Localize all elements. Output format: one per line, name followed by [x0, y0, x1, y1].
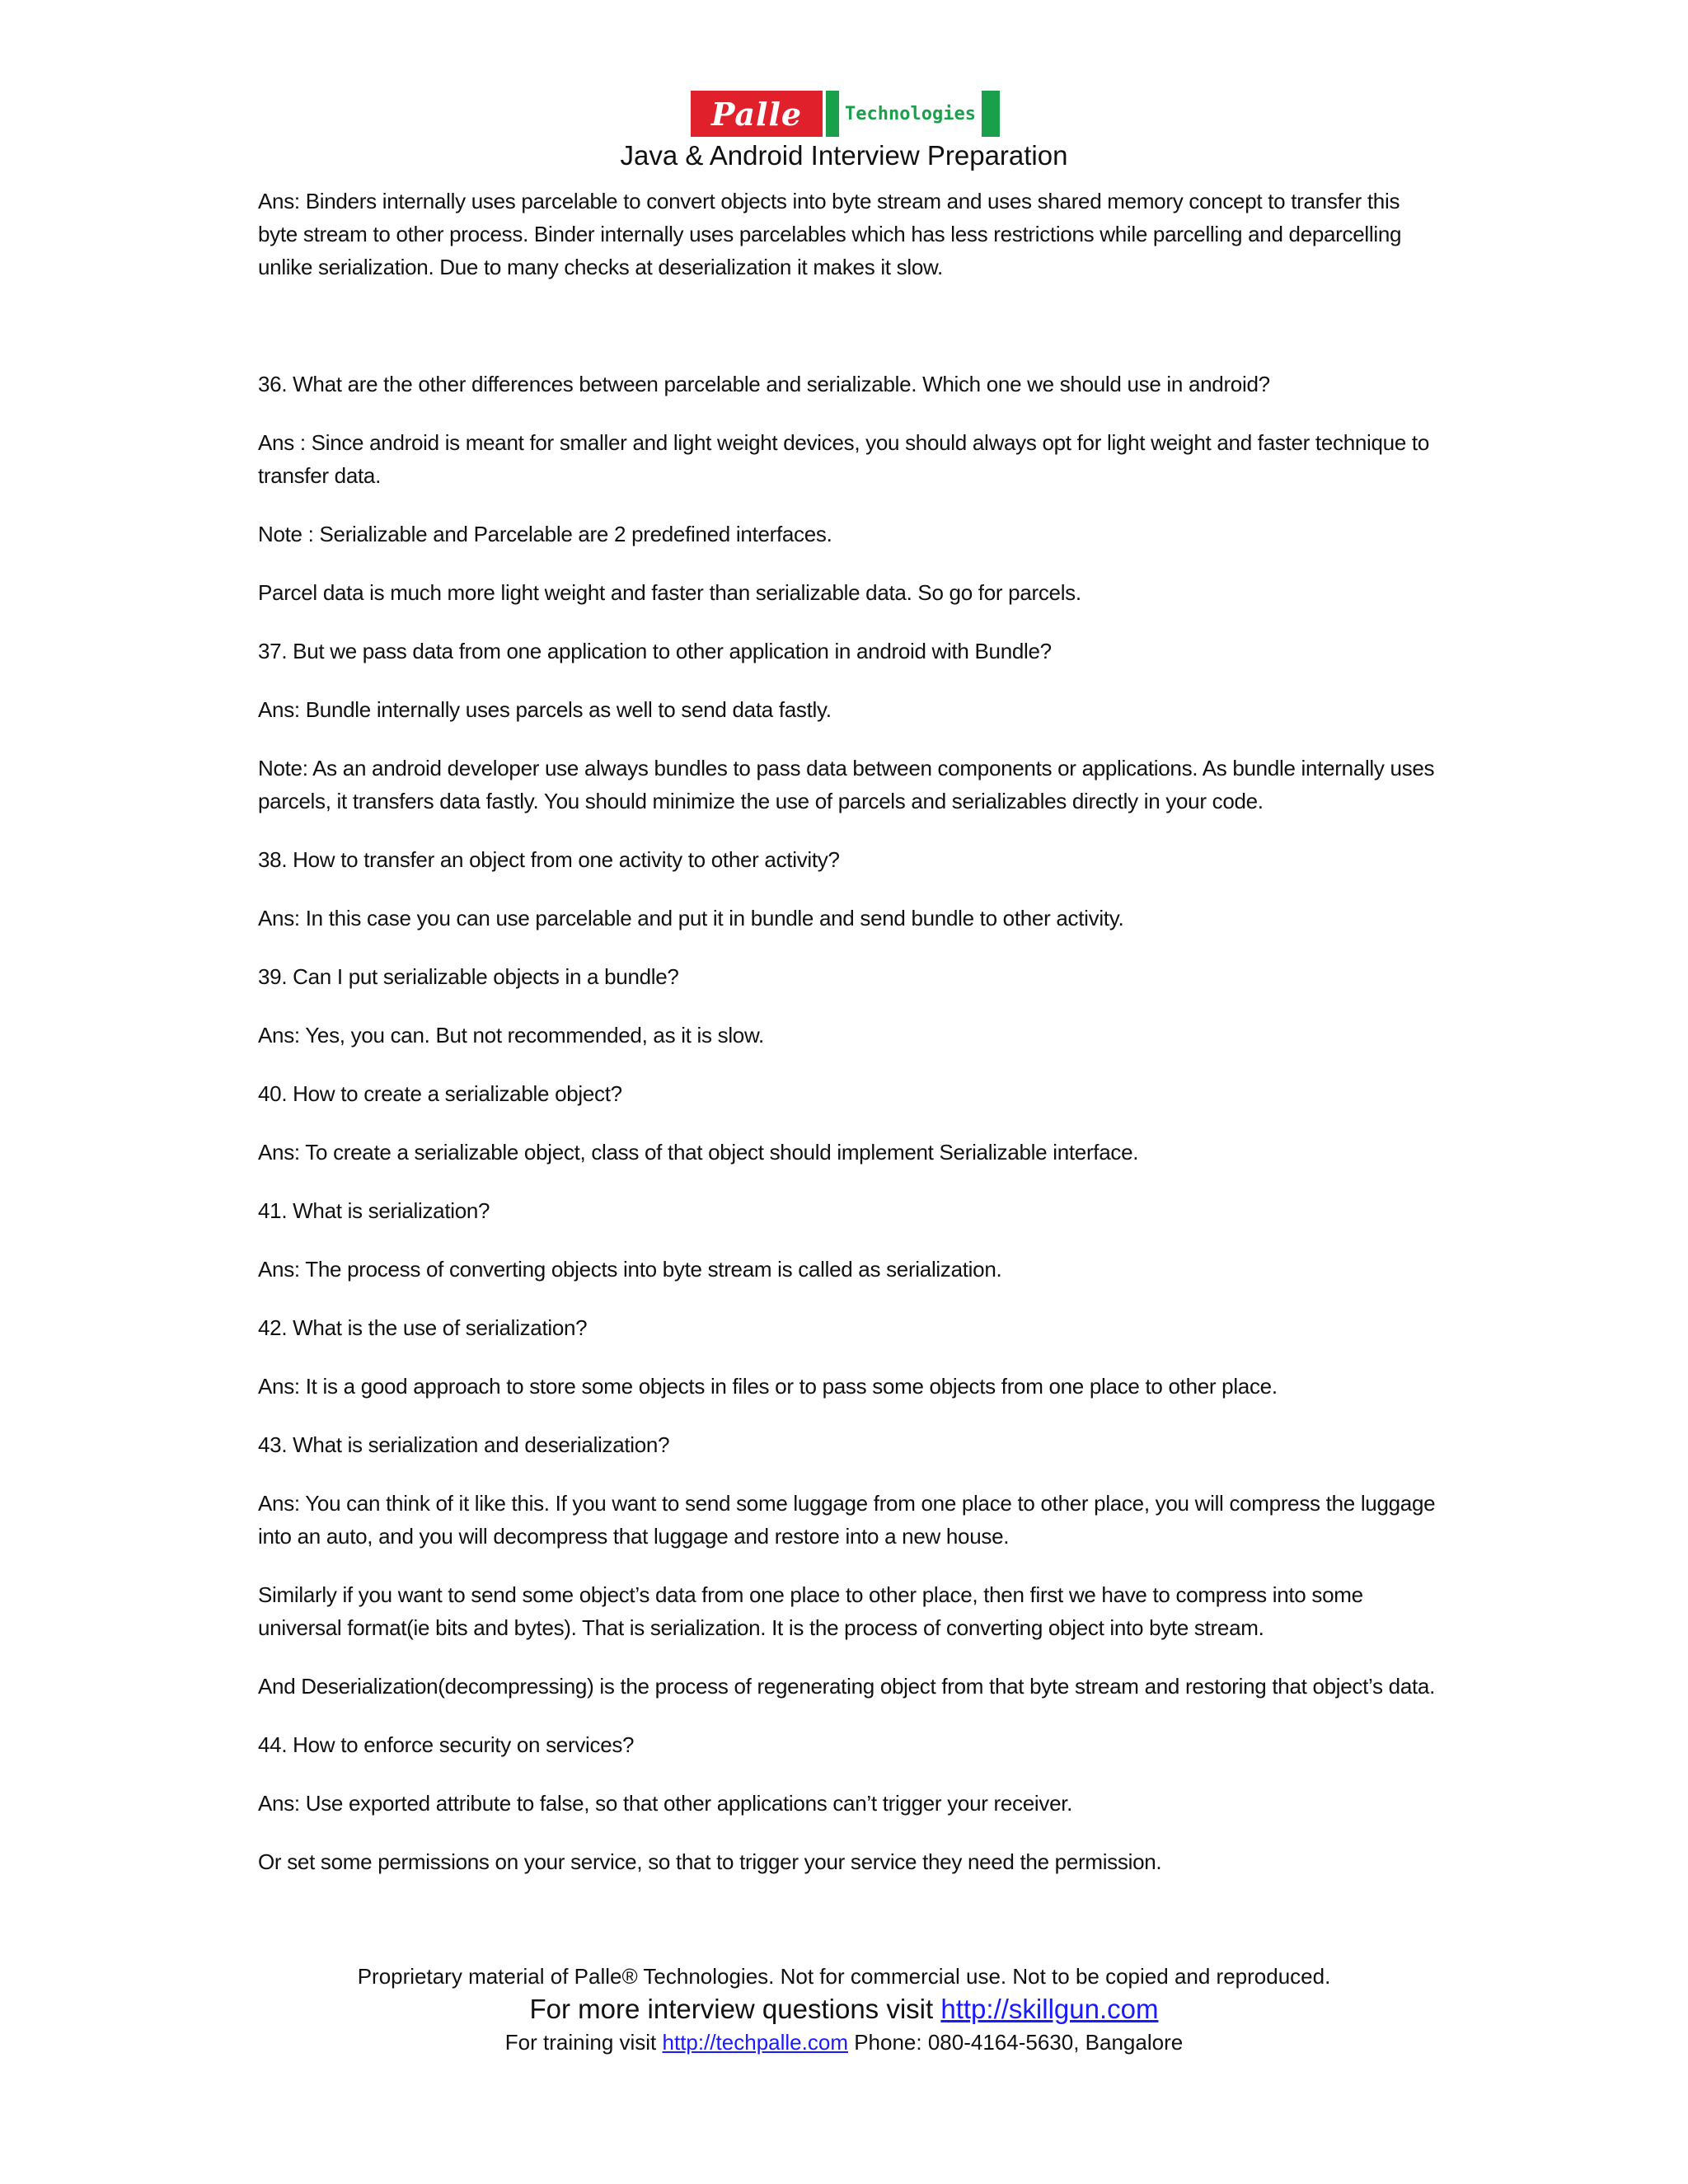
answer: Ans: In this case you can use parcelable and put it in bundle and send bundle to other activity. [258, 906, 1124, 930]
note: Note : Serializable and Parcelable are 2 predefined interfaces. [258, 522, 832, 546]
answer: Ans: You can think of it like this. If you want to send some luggage from one place to other place, you will compress the luggage into an auto, and you will decompress that luggage and restore into a new house. [258, 1491, 1436, 1549]
company-logo [691, 91, 1000, 137]
logo-palle-mark: Palle [691, 91, 823, 137]
paragraph: Or set some permissions on your service, so that to trigger your service they need the permission. [258, 1849, 1162, 1874]
question: 40. How to create a serializable object? [258, 1081, 622, 1106]
question: 39. Can I put serializable objects in a bundle? [258, 964, 679, 989]
answer: Ans: Use exported attribute to false, so that other applications can’t trigger your receiver. [258, 1791, 1073, 1816]
question: 41. What is serialization? [258, 1198, 490, 1223]
footer-phone-text: Phone: 080-4164-5630, Bangalore [847, 2030, 1184, 2055]
paragraph: Similarly if you want to send some object’s data from one place to other place, then first we have to compress into some universal format(ie bits and bytes). That is serialization. It is the process of converting object into byte stream. [258, 1582, 1363, 1640]
answer: Ans: To create a serializable object, class of that object should implement Serializable interface. [258, 1140, 1139, 1165]
skillgun-link[interactable]: http://skillgun.com [940, 1994, 1159, 2024]
question: 38. How to transfer an object from one activity to other activity? [258, 847, 840, 872]
footer-training-line [0, 2027, 1688, 2057]
page-title: Java & Android Interview Preparation [620, 140, 1068, 171]
question: 44. How to enforce security on services? [258, 1732, 635, 1757]
logo-green-bar [826, 91, 839, 137]
footer-copyright: Proprietary material of Palle® Technologies. Not for commercial use. Not to be copied and reproduced. [357, 1964, 1331, 1989]
page-footer [0, 1961, 1688, 2057]
answer: Ans: Yes, you can. But not recommended, as it is slow. [258, 1023, 764, 1047]
logo-technologies-text: Technologies [839, 91, 982, 137]
paragraph: Ans: Binders internally uses parcelable to convert objects into byte stream and uses shared memory concept to transfer this byte stream to other process. Binder internally uses parcelables which has less restrictions while parcelling and deparcelling unlike serialization. Due to many checks at deserialization it makes it slow. [258, 189, 1402, 279]
question: 37. But we pass data from one application to other application in android with Bundle? [258, 639, 1052, 663]
answer: Ans : Since android is meant for smaller and light weight devices, you should always opt for light weight and faster technique to transfer data. [258, 430, 1429, 488]
techpalle-link[interactable]: http://techpalle.com [662, 2030, 848, 2055]
answer: Ans: It is a good approach to store some objects in files or to pass some objects from one place to other place. [258, 1374, 1278, 1399]
footer-training-text: For training visit [504, 2030, 663, 2055]
question: 36. What are the other differences between parcelable and serializable. Which one we should use in android? [258, 372, 1270, 396]
paragraph: Parcel data is much more light weight and faster than serializable data. So go for parcels. [258, 580, 1081, 605]
answer: Ans: The process of converting objects into byte stream is called as serialization. [258, 1257, 1002, 1282]
footer-interview-line [0, 1991, 1688, 2027]
logo-green-bar-right [982, 91, 1000, 137]
question: 43. What is serialization and deserialization? [258, 1432, 670, 1457]
document-body [258, 185, 1437, 1904]
paragraph: And Deserialization(decompressing) is the process of regenerating object from that byte stream and restoring that object’s data. [258, 1674, 1435, 1699]
answer: Ans: Bundle internally uses parcels as well to send data fastly. [258, 697, 832, 722]
note: Note: As an android developer use always bundles to pass data between components or applications. As bundle internally uses parcels, it transfers data fastly. You should minimize the use of parcels and serializables directly in your code. [258, 756, 1435, 813]
footer-interview-text: For more interview questions visit [529, 1994, 941, 2024]
question: 42. What is the use of serialization? [258, 1315, 588, 1340]
